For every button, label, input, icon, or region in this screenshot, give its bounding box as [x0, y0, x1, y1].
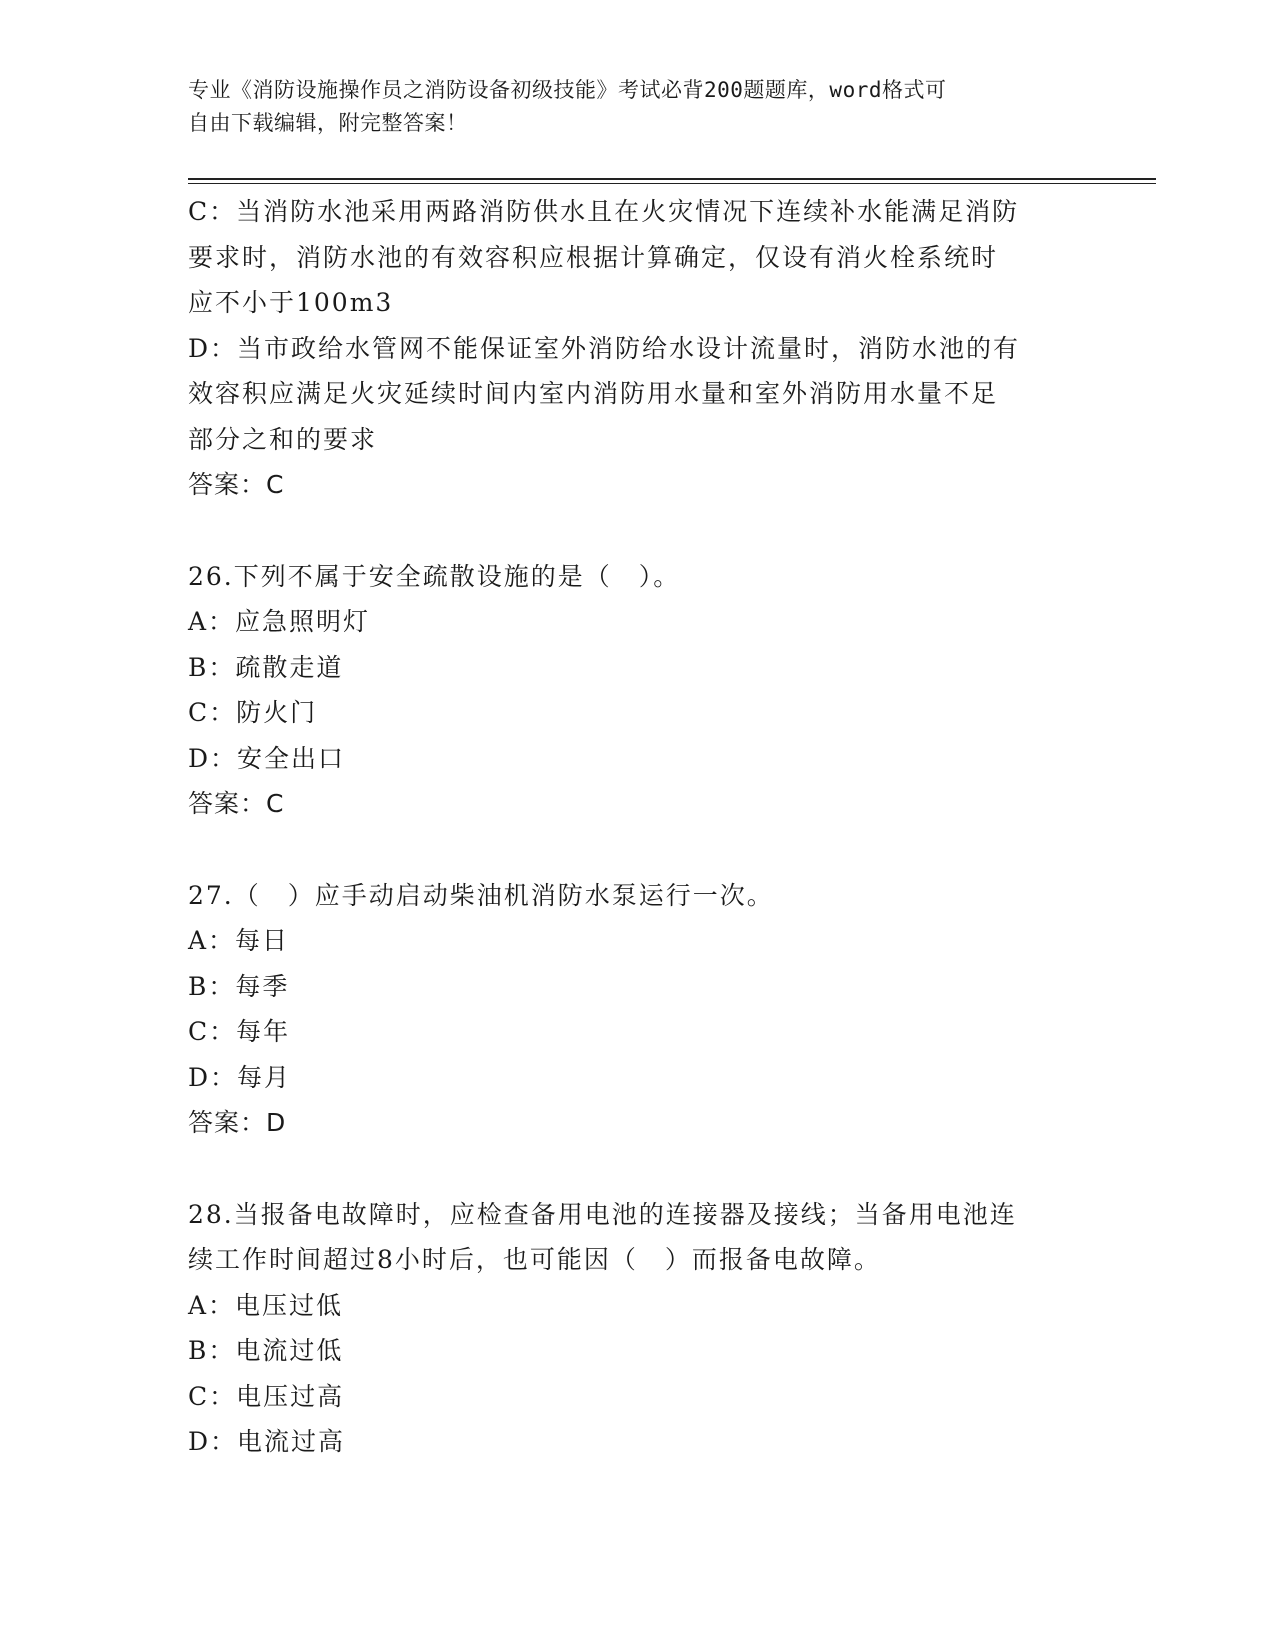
option-c-line: C：当消防水池采用两路消防供水且在火灾情况下连续补水能满足消防: [188, 197, 1020, 226]
question-text: 27.（ ）应手动启动柴油机消防水泵运行一次。: [188, 880, 774, 910]
question-content: [188, 189, 1088, 1465]
spacer: [188, 1146, 1088, 1192]
option-c: C：电压过高: [188, 1381, 345, 1411]
option-d-line: 部分之和的要求: [188, 424, 378, 454]
option-b: B：每季: [188, 971, 290, 1001]
option-c: C：每年: [188, 1017, 291, 1046]
answer-label: 答案：D: [188, 1108, 287, 1137]
option-b: B：疏散走道: [188, 652, 344, 682]
header-title-line-1: 专业《消防设施操作员之消防设备初级技能》考试必背200题题库，word格式可: [188, 78, 947, 102]
option-a: A：电压过低: [188, 1290, 344, 1320]
question-text: 续工作时间超过8小时后，也可能因（ ）而报备电故障。: [188, 1245, 881, 1274]
option-d-line: D：当市政给水管网不能保证室外消防给水设计流量时，消防水池的有: [188, 333, 1021, 363]
option-c-line: 要求时，消防水池的有效容积应根据计算确定，仅设有消火栓系统时: [188, 242, 999, 272]
spacer: [188, 508, 1088, 554]
answer-label: 答案：C: [188, 470, 285, 499]
question-25-tail: [188, 189, 1088, 508]
option-c-line: 应不小于100m3: [188, 288, 394, 317]
question-27: [188, 873, 1088, 1146]
option-d-line: 效容积应满足火灾延续时间内室内消防用水量和室外消防用水量不足: [188, 379, 999, 408]
question-26: [188, 554, 1088, 827]
option-d: D：电流过高: [188, 1427, 346, 1456]
option-d: D：每月: [188, 1062, 292, 1092]
header-title-line-2: 自由下载编辑，附完整答案！: [188, 111, 468, 135]
document-header: [188, 74, 1068, 140]
option-c: C：防火门: [188, 698, 318, 727]
option-d: D：安全出口: [188, 743, 346, 773]
question-text: 26.下列不属于安全疏散设施的是（ ）。: [188, 561, 681, 591]
question-28: [188, 1192, 1088, 1465]
option-a: A：每日: [188, 926, 290, 955]
spacer: [188, 827, 1088, 873]
header-divider: [188, 178, 1156, 184]
answer-label: 答案：C: [188, 789, 285, 818]
option-b: B：电流过低: [188, 1336, 344, 1365]
question-text: 28.当报备电故障时，应检查备用电池的连接器及接线；当备用电池连: [188, 1199, 1017, 1229]
option-a: A：应急照明灯: [188, 607, 371, 636]
